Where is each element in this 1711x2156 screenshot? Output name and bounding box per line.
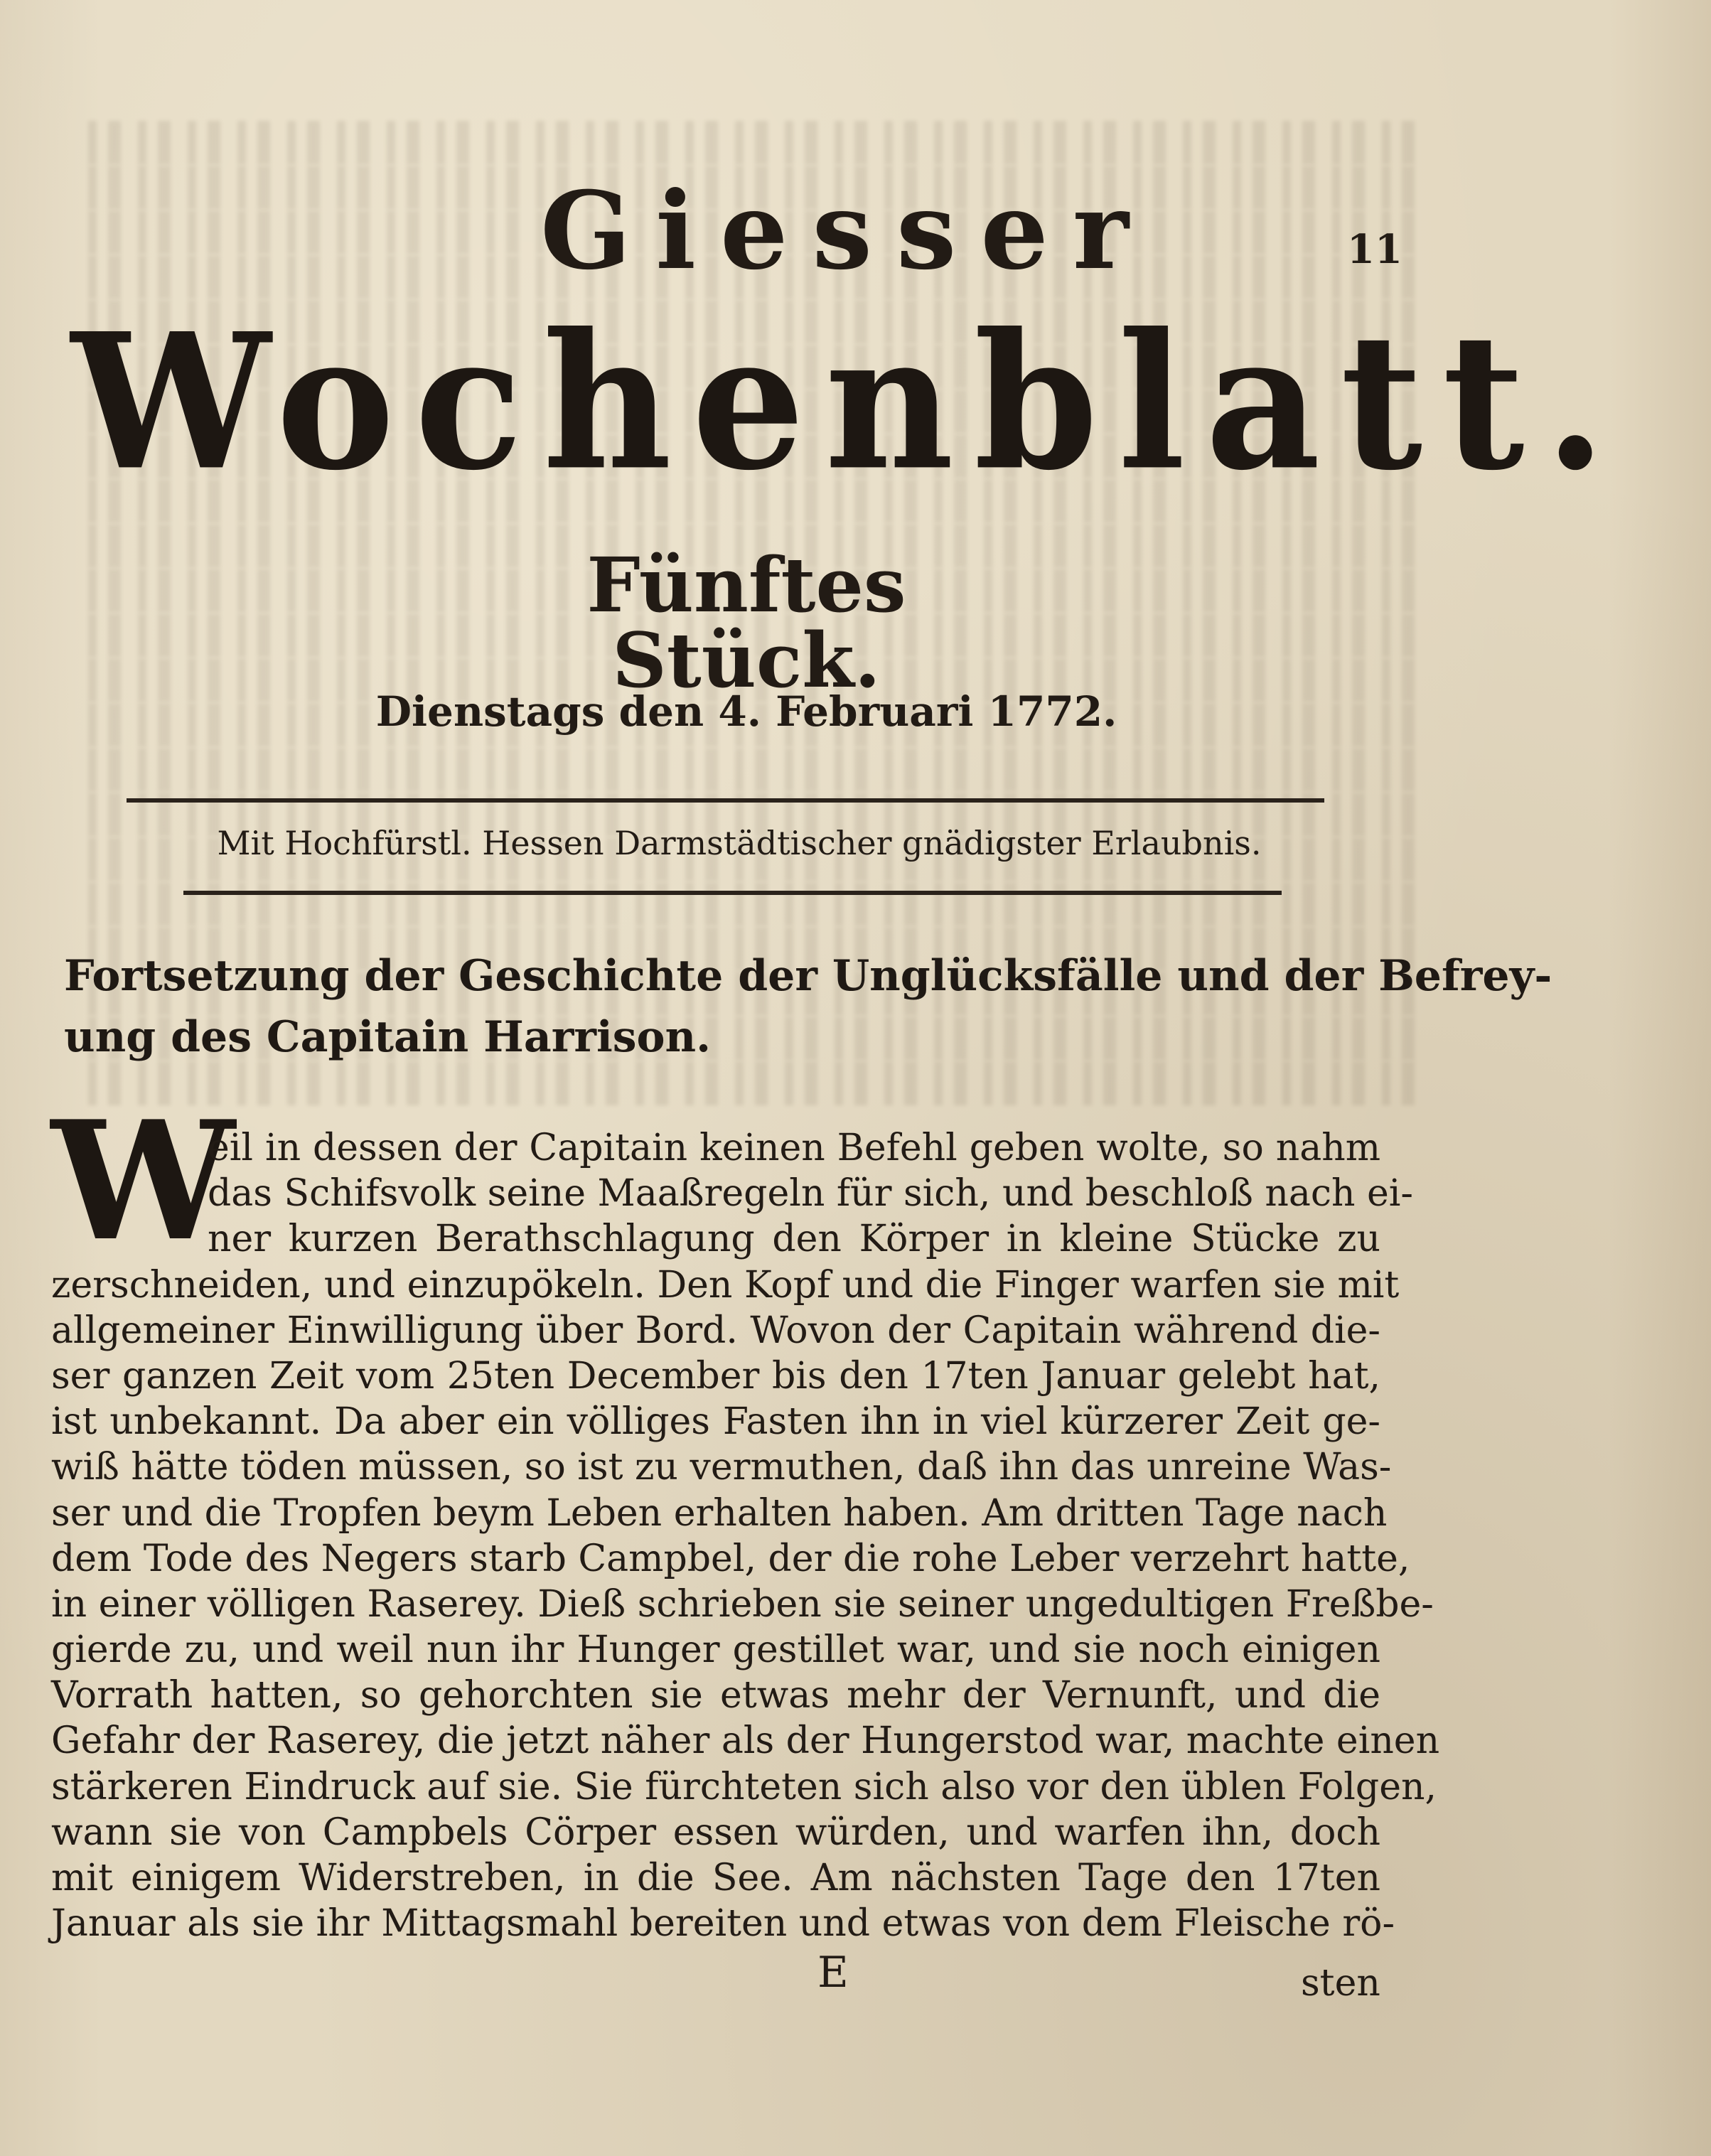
body-line: ser und die Tropfen beym Leben erhalten haben. Am dritten Tage nach [51,1491,1388,1535]
masthead-title-line2: Wochenblatt. [71,291,1626,512]
body-line: Januar als sie ihr Mittagsmahl bereiten und etwas von dem Fleische rö- [51,1902,1395,1946]
body-line: ser ganzen Zeit vom 25ten December bis den 17ten Januar gelebt hat, [51,1354,1380,1398]
body-line: das Schifsvolk seine Maaßregeln für sich, und beschloß nach ei- [208,1172,1413,1216]
body-line: allgemeiner Einwilligung über Bord. Wovon der Capitain während die- [51,1309,1380,1352]
body-line: wann sie von Campbels Cörper essen würden, und warfen ihn, doch [51,1811,1380,1854]
body-line: Gefahr der Raserey, die jetzt näher als der Hungerstod war, machte einen [51,1720,1440,1763]
signature-mark: E [817,1948,849,1997]
dateline: Dienstags den 4. Februari 1772. [375,687,1117,736]
body-line: zerschneiden, und einzupökeln. Den Kopf und die Finger warfen sie mit [51,1263,1400,1307]
permission-notice: Mit Hochfürstl. Hessen Darmstädtischer gnädigster Erlaubnis. [217,824,1262,862]
body-line: Vorrath hatten, so gehorchten sie etwas mehr der Vernunft, und die [51,1674,1380,1717]
page-number: 11 [1347,226,1402,273]
body-line: gierde zu, und weil nun ihr Hunger gestillet war, und sie noch einigen [51,1629,1380,1672]
article-title [64,945,1552,1068]
article-title-line: Fortsetzung der Geschichte der Unglücksfälle und der Befrey- [64,951,1552,1001]
top-rule [127,798,1324,803]
body-line: stärkeren Eindruck auf sie. Sie fürchteten sich also vor den üblen Folgen, [51,1765,1437,1808]
issue-label: Fünftes Stück. [586,540,906,704]
body-line: mit einigem Widerstreben, in die See. Am nächsten Tage den 17ten [51,1857,1380,1899]
bottom-rule [183,891,1282,895]
article-body [51,1125,1440,1946]
body-line: ist unbekannt. Da aber ein völliges Fasten ihn in viel kürzerer Zeit ge- [51,1400,1380,1444]
body-line: dem Tode des Negers starb Campbel, der die rohe Leber verzehrt hatte, [51,1537,1410,1580]
body-line: wiß hätte töden müssen, so ist zu vermuthen, daß ihn das unreine Was- [51,1446,1392,1489]
body-line: eil in dessen der Capitain keinen Befehl geben wolte, so nahm [208,1127,1380,1169]
body-line: ner kurzen Berathschlagung den Körper in kleine Stücke zu [208,1218,1380,1261]
body-line: in einer völligen Raserey. Dieß schrieben sie seiner ungedultigen Freßbe- [51,1582,1434,1626]
masthead-title-line1: Giesser [540,168,1153,294]
article-title-line: ung des Capitain Harrison. [64,1012,712,1062]
drop-cap: W [51,1085,235,1277]
catchword: sten [1301,1962,1380,2005]
